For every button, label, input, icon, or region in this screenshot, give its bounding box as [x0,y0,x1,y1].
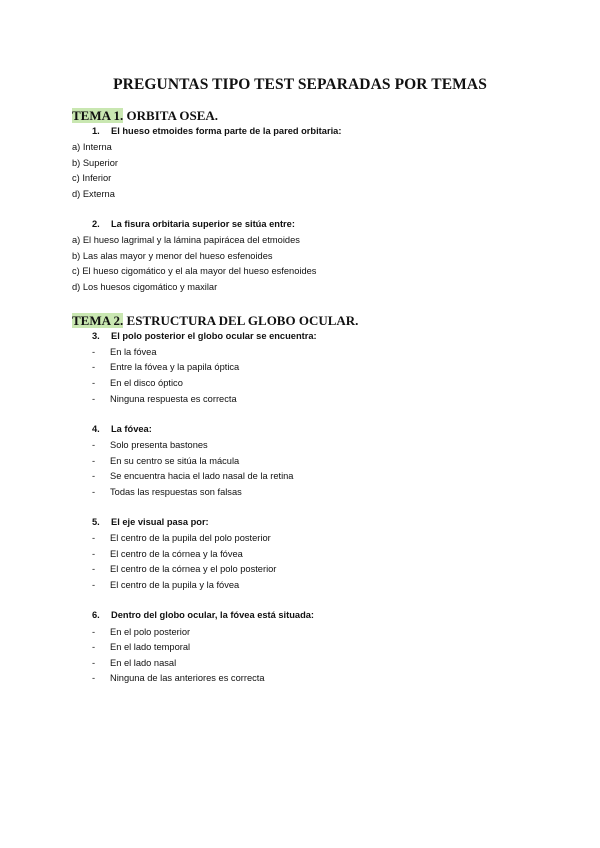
dash-bullet: - [92,549,96,559]
question-5 [92,517,209,527]
answer-option [92,487,242,497]
dash-bullet: - [92,580,96,590]
answer-text: En su centro se sitúa la mácula [110,456,240,466]
answer-option [92,533,271,543]
answer-text: El centro de la pupila y la fóvea [110,580,240,590]
answer-text: En el lado nasal [110,658,177,668]
answer-text: Ninguna de las anteriores es correcta [110,673,265,683]
section-label: TEMA 2. [72,313,124,328]
answer-option: c) Inferior [72,173,112,183]
answer-text: El centro de la pupila del polo posterior [110,533,271,543]
answer-option [92,580,239,590]
answer-option: b) Las alas mayor y menor del hueso esfenoides [72,251,273,261]
dash-bullet: - [92,642,96,652]
dash-bullet: - [92,487,96,497]
section-heading-tema-2 [72,313,358,329]
section-heading-tema-1 [72,108,218,124]
dash-bullet: - [92,533,96,543]
section-title: ESTRUCTURA DEL GLOBO OCULAR. [126,313,359,328]
dash-bullet: - [92,394,96,404]
question-text: El hueso etmoides forma parte de la pared orbitaria: [111,126,342,136]
question-text: El eje visual pasa por: [111,517,209,527]
answer-option [92,440,208,450]
question-number: 6. [92,610,100,620]
answer-option: c) El hueso cigomático y el ala mayor del hueso esfenoides [72,266,317,276]
question-number: 5. [92,517,100,527]
answer-option: d) Los huesos cigomático y maxilar [72,282,218,292]
answer-option [92,564,276,574]
question-number: 3. [92,331,100,341]
question-number: 1. [92,126,100,136]
answer-text: Se encuentra hacia el lado nasal de la retina [110,471,294,481]
answer-option: d) Externa [72,189,115,199]
dash-bullet: - [92,673,96,683]
answer-text: En el lado temporal [110,642,191,652]
answer-option: b) Superior [72,158,118,168]
answer-option [92,378,183,388]
section-title: ORBITA OSEA. [126,108,219,123]
answer-option: a) Interna [72,142,112,152]
dash-bullet: - [92,627,96,637]
answer-text: Todas las respuestas son falsas [110,487,242,497]
dash-bullet: - [92,378,96,388]
section-label: TEMA 1. [72,108,124,123]
dash-bullet: - [92,658,96,668]
answer-text: El centro de la córnea y la fóvea [110,549,243,559]
question-number: 2. [92,219,100,229]
answer-option [92,549,243,559]
question-1 [92,126,341,136]
dash-bullet: - [92,471,96,481]
answer-option [92,394,237,404]
answer-option [92,673,265,683]
answer-text: En el polo posterior [110,627,191,637]
answer-option [92,627,190,637]
dash-bullet: - [92,440,96,450]
answer-text: Solo presenta bastones [110,440,208,450]
question-4 [92,424,152,434]
dash-bullet: - [92,347,96,357]
answer-text: El centro de la córnea y el polo posterior [110,564,277,574]
answer-option [92,642,190,652]
question-number: 4. [92,424,100,434]
answer-option [92,471,293,481]
answer-text: En la fóvea [110,347,157,357]
question-text: La fóvea: [111,424,152,434]
dash-bullet: - [92,456,96,466]
answer-text: Entre la fóvea y la papila óptica [110,362,240,372]
answer-option [92,658,176,668]
question-3 [92,331,317,341]
question-6 [92,610,314,620]
answer-option [92,347,157,357]
answer-text: Ninguna respuesta es correcta [110,394,237,404]
question-text: El polo posterior el globo ocular se encuentra: [111,331,317,341]
question-2 [92,219,295,229]
page-title: PREGUNTAS TIPO TEST SEPARADAS POR TEMAS [113,76,487,93]
answer-option: a) El hueso lagrimal y la lámina papirácea del etmoides [72,235,300,245]
answer-option [92,456,239,466]
question-text: La fisura orbitaria superior se sitúa entre: [111,219,295,229]
answer-option [92,362,239,372]
dash-bullet: - [92,362,96,372]
question-text: Dentro del globo ocular, la fóvea está situada: [111,610,315,620]
answer-text: En el disco óptico [110,378,183,388]
dash-bullet: - [92,564,96,574]
